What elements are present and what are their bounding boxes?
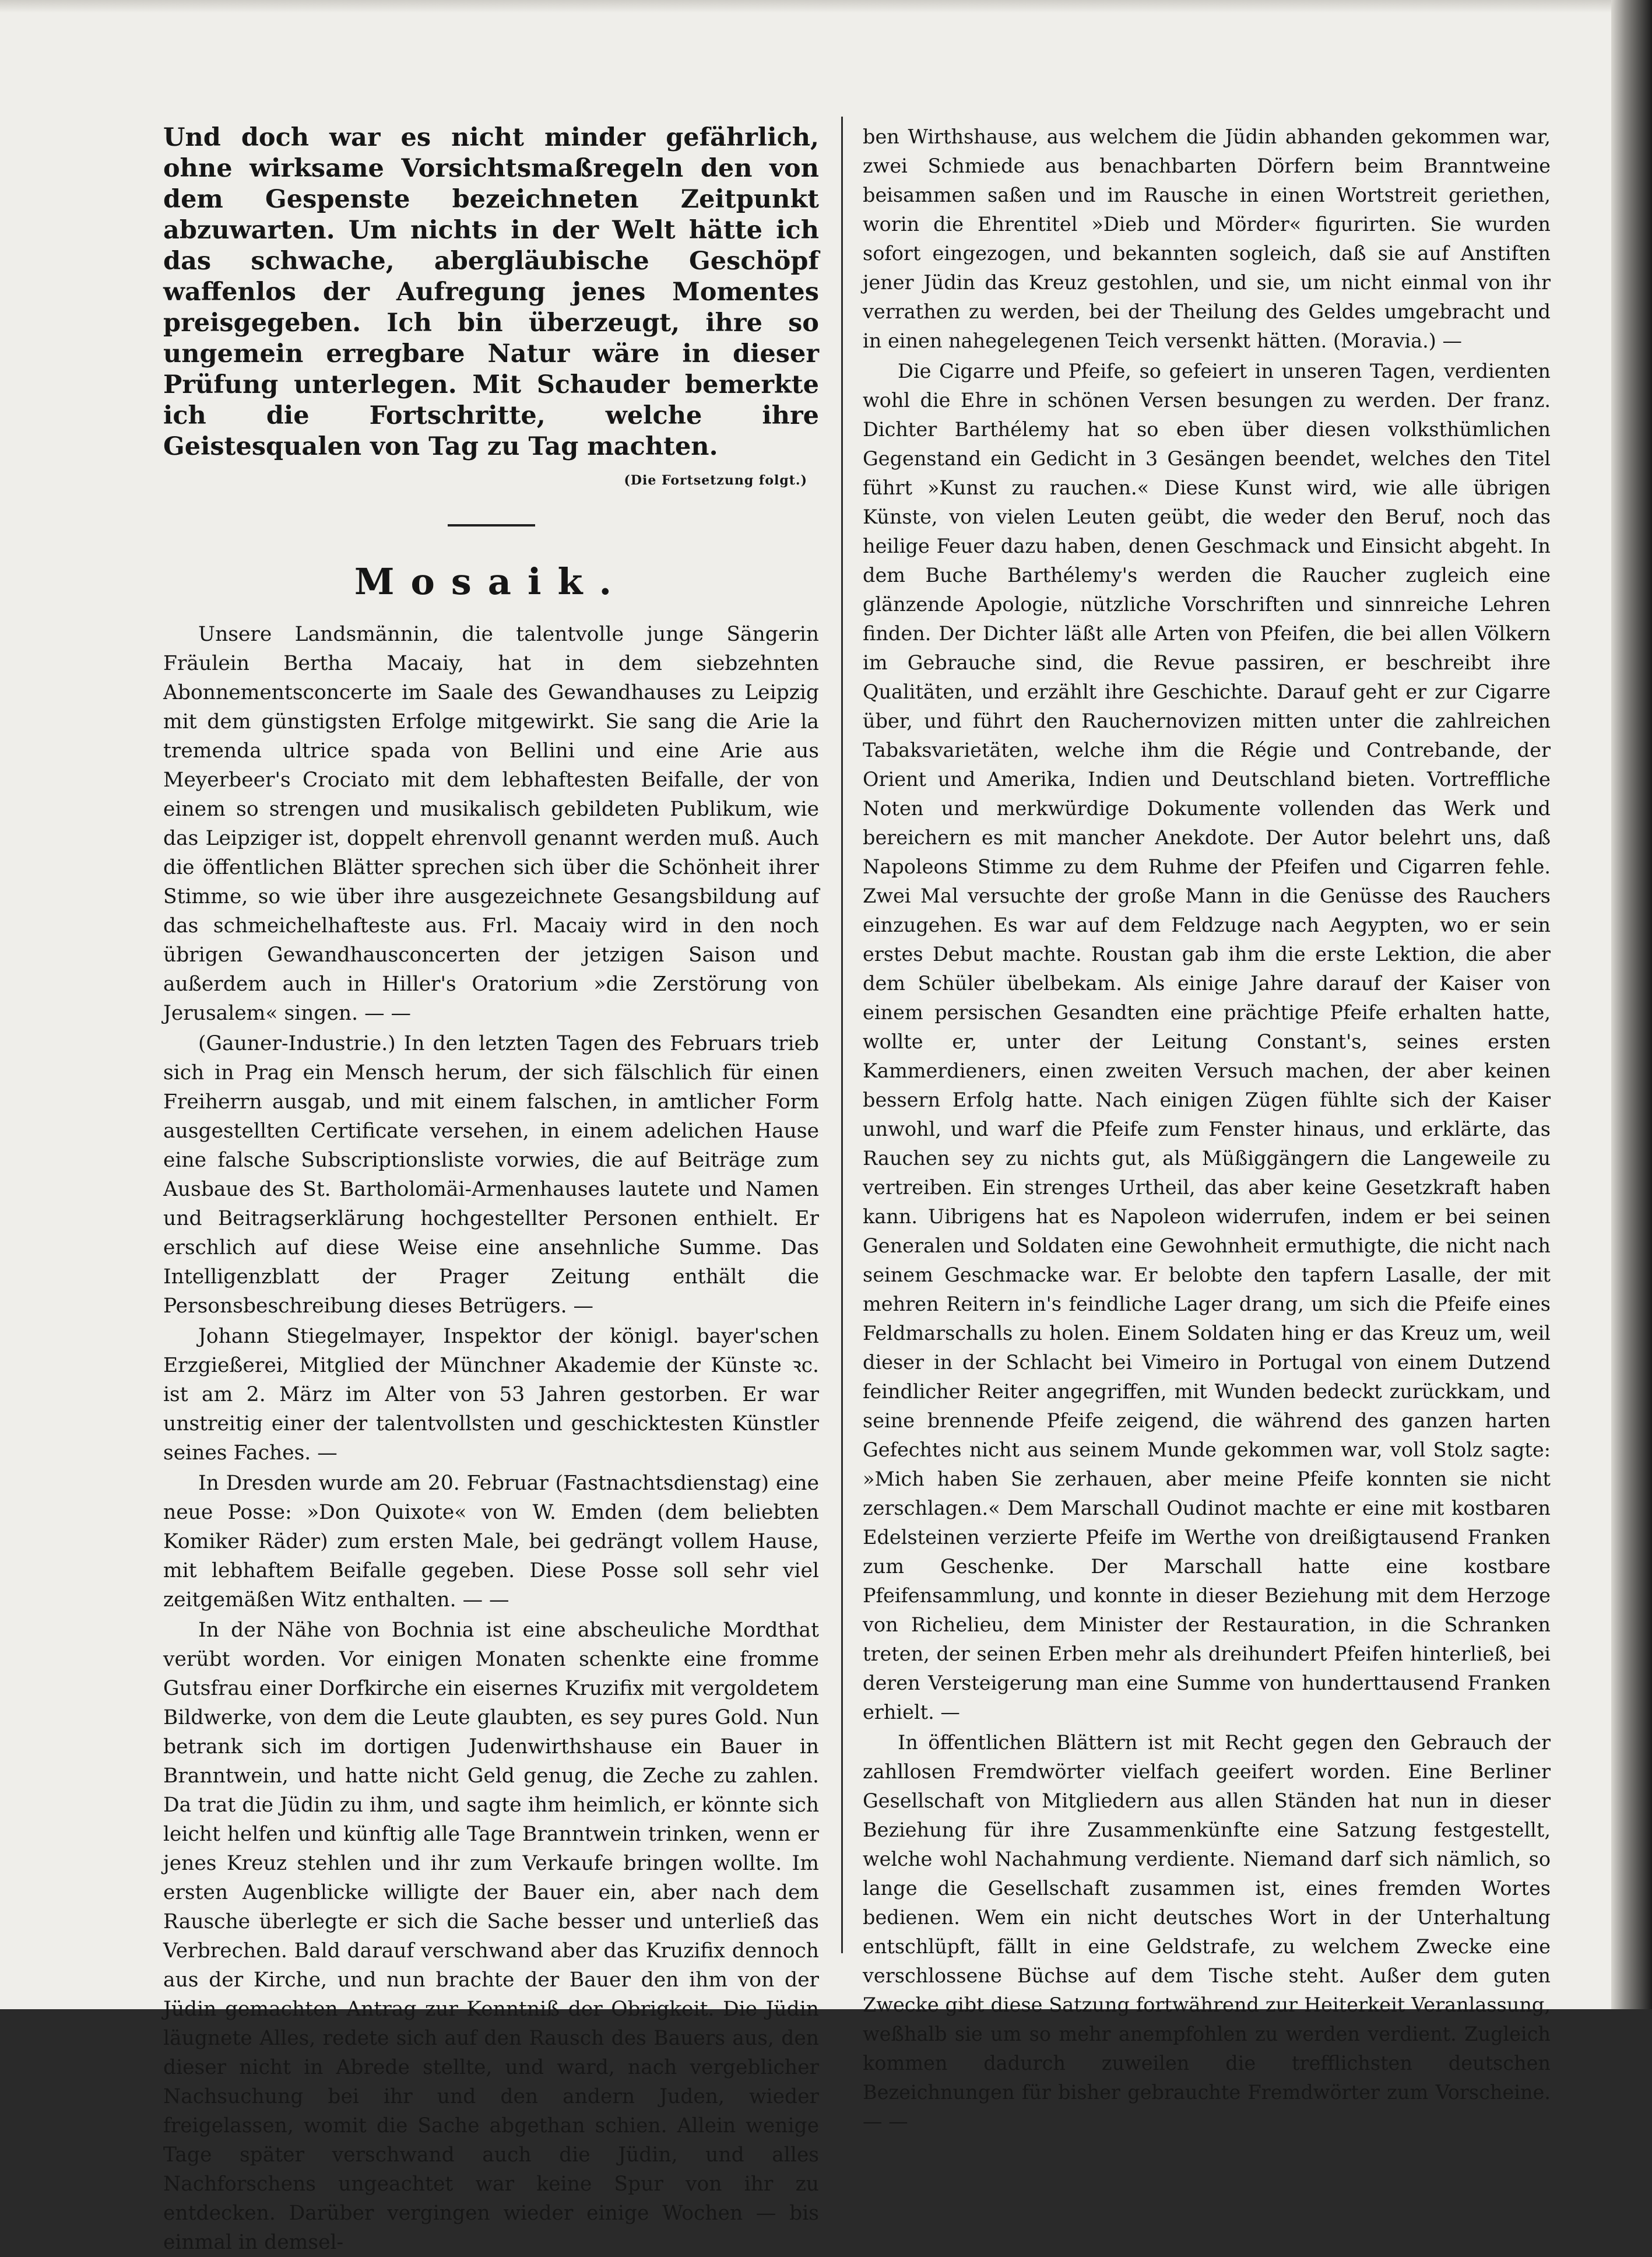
article-paragraph: Johann Stiegelmayer, Inspektor der königl. bayer'schen Erzgießerei, Mitglied der Münchner Akademie der Künste ꝛc. ist am 2. März im Alter von 53 Jahren gestorben. Er war unstreitig einer der talentvollsten und geschicktesten Künstler seines Faches. —	[163, 1325, 819, 1465]
page-right-edge-shadow	[1611, 0, 1652, 2009]
page-top-edge	[0, 0, 1652, 13]
article-paragraph: In öffentlichen Blättern ist mit Recht gegen den Gebrauch der zahllosen Fremdwörter vielfach geeifert worden. Eine Berliner Gesellschaft von Mitgliedern aus allen Ständen hat nun in dieser Beziehung für ihre Zusammenkünfte eine Satzung festgestellt, welche wohl Nachahmung verdiente. Niemand darf sich nämlich, so lange die Gesellschaft zusammen ist, eines fremden Wortes bedienen. Wem ein nicht deutsches Wort in der Unterhaltung entschlüpft, fällt in eine Geldstrafe, zu welchem Zwecke eine verschlossene Büchse auf dem Tische steht. Außer dem guten Zwecke gibt diese Satzung fortwährend zur Heiterkeit Veranlassung, weßhalb sie um so mehr anempfohlen zu werden verdient. Zugleich kommen dadurch zuweilen die trefflichsten deutschen Bezeichnungen für bisher gebrauchte Fremdwörter zum Vorscheine. — —	[863, 1731, 1551, 2133]
bottom-edge-specks	[117, 1953, 1574, 1965]
newspaper-page	[117, 93, 1597, 2254]
article-paragraph: (Gauner-Industrie.) In den letzten Tagen des Februars trieb sich in Prag ein Mensch herum, der sich fälschlich für einen Freiherrn ausgab, und mit einem falschen, in amtlicher Form ausgestellten Certificate versehen, in einem adelichen Hause eine falsche Subscriptionsliste vorwies, die auf Beiträge zum Ausbaue des St. Bartholomäi-Armenhauses lautete und Namen und Beitragserklärung hochgestellter Personen enthielt. Er erschlich auf diese Weise eine ansehnliche Summe. Das Intelligenzblatt der Prager Zeitung enthält die Personsbeschreibung dieses Betrügers. —	[163, 1032, 819, 1318]
article-paragraph: Die Cigarre und Pfeife, so gefeiert in unseren Tagen, verdienten wohl die Ehre in schönen Versen besungen zu werden. Der franz. Dichter Barthélemy hat so eben über diesen volksthümlichen Gegenstand ein Gedicht in 3 Gesängen beendet, welches den Titel führt »Kunst zu rauchen.« Diese Kunst wird, wie alle übrigen Künste, von vielen Leuten geübt, die weder den Beruf, noch das heilige Feuer dazu haben, denen Geschmack und Einsicht abgeht. In dem Buche Barthélemy's werden die Raucher zugleich eine glänzende Apologie, nützliche Vorschriften und sinnreiche Lehren finden. Der Dichter läßt alle Arten von Pfeifen, die bei allen Völkern im Gebrauche sind, die Revue passiren, er beschreibt ihre Qualitäten, und erzählt ihre Geschichte. Darauf geht er zur Cigarre über, und führt den Rauchernovizen mitten unter die zahlreichen Tabaksvarietäten, welche ihm die Régie und Contrebande, der Orient und Amerika, Indien und Deutschland bieten. Vortreffliche Noten und merkwürdige Dokumente vollenden das Werk und bereichern es mit mancher Anekdote. Der Autor belehrt uns, daß Napoleons Stimme zu dem Ruhme der Pfeifen und Cigarren fehle. Zwei Mal versuchte der große Mann in die Genüsse des Rauchers einzugehen. Es war auf dem Feldzuge nach Aegypten, wo er sein erstes Debut machte. Roustan gab ihm die erste Lektion, die aber dem Schüler übelbekam. Als einige Jahre darauf der Kaiser von einem persischen Gesandten eine prächtige Pfeife erhalten hatte, wollte er, unter der Leitung Constant's, seines ersten Kammerdieners, einen zweiten Versuch machen, der aber keinen bessern Erfolg hatte. Nach einigen Zügen fühlte sich der Kaiser unwohl, und warf die Pfeife zum Fenster hinaus, und erklärte, das Rauchen sey zu nichts gut, als Müßiggängern die Langeweile zu vertreiben. Ein strenges Urtheil, das aber keine Gesetzkraft haben kann. Uibrigens hat es Napoleon widerrufen, indem er bei seinen Generalen und Soldaten eine Gewohnheit ermuthigte, die nicht nach seinem Geschmacke war. Er belobte den tapfern Lasalle, der mit mehren Reitern in's feindliche Lager drang, um sich die Pfeife eines Feldmarschalls zu holen. Einem Soldaten hing er das Kreuz um, weil dieser in der Schlacht bei Vimeiro in Portugal von einem Dutzend feindlicher Reiter angegriffen, mit Wunden bedeckt zurückkam, und seine brennende Pfeife zeigend, die während des ganzen harten Gefechtes nicht aus seinem Munde gekommen war, voll Stolz sagte: »Mich haben Sie zerhauen, aber meine Pfeife konnten sie nicht zerschlagen.« Dem Marschall Oudinot machte er eine mit kostbaren Edelsteinen verzierte Pfeife im Werthe von dreißigtausend Franken zum Geschenke. Der Marschall hatte eine kostbare Pfeifensammlung, und konnte in dieser Beziehung mit dem Herzoge von Richelieu, dem Minister der Restauration, in die Schranken treten, der seinen Erben mehr als dreihundert Pfeifen hinterließ, bei deren Versteigerung man eine Summe von hunderttausend Franken erhielt. —	[863, 360, 1551, 1724]
article-paragraph: In Dresden wurde am 20. Februar (Fastnachtsdienstag) eine neue Posse: »Don Quixote« von W. Emden (dem beliebten Komiker Räder) zum ersten Male, bei gedrängt vollem Hause, mit lebhaftem Beifalle gegeben. Diese Posse soll sehr viel zeitgemäßen Witz enthalten. — —	[163, 1472, 819, 1612]
article-paragraph: ben Wirthshause, aus welchem die Jüdin abhanden gekommen war, zwei Schmiede aus benachbarten Dörfern beim Branntweine beisammen saßen und im Rausche in einen Wortstreit geriethen, worin die Ehrentitel »Dieb und Mörder« figurirten. Sie wurden sofort eingezogen, und bekannten sogleich, daß sie auf Anstiften jener Jüdin das Kreuz gestohlen, und sie, um nicht einmal von ihr verrathen zu werden, bei der Theilung des Geldes umgebracht und in einen nahegelegenen Teich versenkt hätten. (Moravia.) —	[863, 125, 1551, 352]
article-paragraph: Unsere Landsmännin, die talentvolle junge Sängerin Fräulein Bertha Macaiy, hat in dem siebzehnten Abonnementsconcerte im Saale des Gewandhauses zu Leipzig mit dem günstigsten Erfolge mitgewirkt. Sie sang die Arie la tremenda ultrice spada von Bellini und eine Arie aus Meyerbeer's Crociato mit dem lebhaftesten Beifalle, der von einem so strengen und musikalisch gebildeten Publikum, wie das Leipziger ist, doppelt ehrenvoll genannt werden muß. Auch die öffentlichen Blätter sprechen sich über die Schönheit ihrer Stimme, so wie über ihre ausgezeichnete Gesangsbildung auf das schmeichelhafteste aus. Frl. Macaiy wird in den noch übrigen Gewandhausconcerten der jetzigen Saison und außerdem auch in Hiller's Oratorium »die Zerstörung von Jerusalem« singen. — —	[163, 623, 819, 1025]
section-rule	[448, 524, 535, 526]
article-paragraph: In der Nähe von Bochnia ist eine abscheuliche Mordthat verübt worden. Vor einigen Monaten schenkte eine fromme Gutsfrau einer Dorfkirche ein eisernes Kruzifix mit vergoldetem Bildwerke, von dem die Leute glaubten, es sey pures Gold. Nun betrank sich im dortigen Judenwirthshause ein Bauer in Branntwein, und hatte nicht Geld genug, die Zeche zu zahlen. Da trat die Jüdin zu ihm, und sagte ihm heimlich, er könnte sich leicht helfen und künftig alle Tage Branntwein trinken, wenn er jenes Kreuz stehlen und ihr zum Verkaufe bringen wollte. Im ersten Augenblicke willigte der Bauer ein, aber nach dem Rausche überlegte er sich die Sache besser und unterließ das Verbrechen. Bald darauf verschwand aber das Kruzifix dennoch aus der Kirche, und nun brachte der Bauer den ihm von der Jüdin gemachten Antrag zur Kenntniß der Obrigkeit. Die Jüdin läugnete Alles, redete sich auf den Rausch des Bauers aus, den dieser nicht in Abrede stellte, und ward, nach vergeblicher Nachsuchung bei ihr und den andern Juden, wieder freigelassen, womit die Sache abgethan schien. Allein wenige Tage später verschwand auch die Jüdin, und alles Nachforschens ungeachtet war keine Spur von ihr zu entdecken. Darüber vergingen wieder einige Wochen — bis einmal in demsel-	[163, 1619, 819, 2254]
continuation-note: (Die Fortsetzung folgt.)	[624, 473, 807, 488]
left-column	[163, 122, 819, 2254]
section-heading: Mosaik.	[354, 560, 628, 603]
column-divider	[841, 117, 843, 1953]
right-column	[863, 122, 1551, 2133]
serial-story-ending: Und doch war es nicht minder gefährlich, ohne wirksame Vorsichtsmaßregeln den von dem Gespenste bezeichneten Zeitpunkt abzuwarten. Um nichts in der Welt hätte ich das schwache, abergläubische Geschöpf waffenlos der Aufregung jenes Momentes preisgegeben. Ich bin überzeugt, ihre so ungemein erregbare Natur wäre in dieser Prüfung unterlegen. Mit Schauder bemerkte ich die Fortschritte, welche ihre Geistesqualen von Tag zu Tag machten.	[163, 123, 819, 461]
